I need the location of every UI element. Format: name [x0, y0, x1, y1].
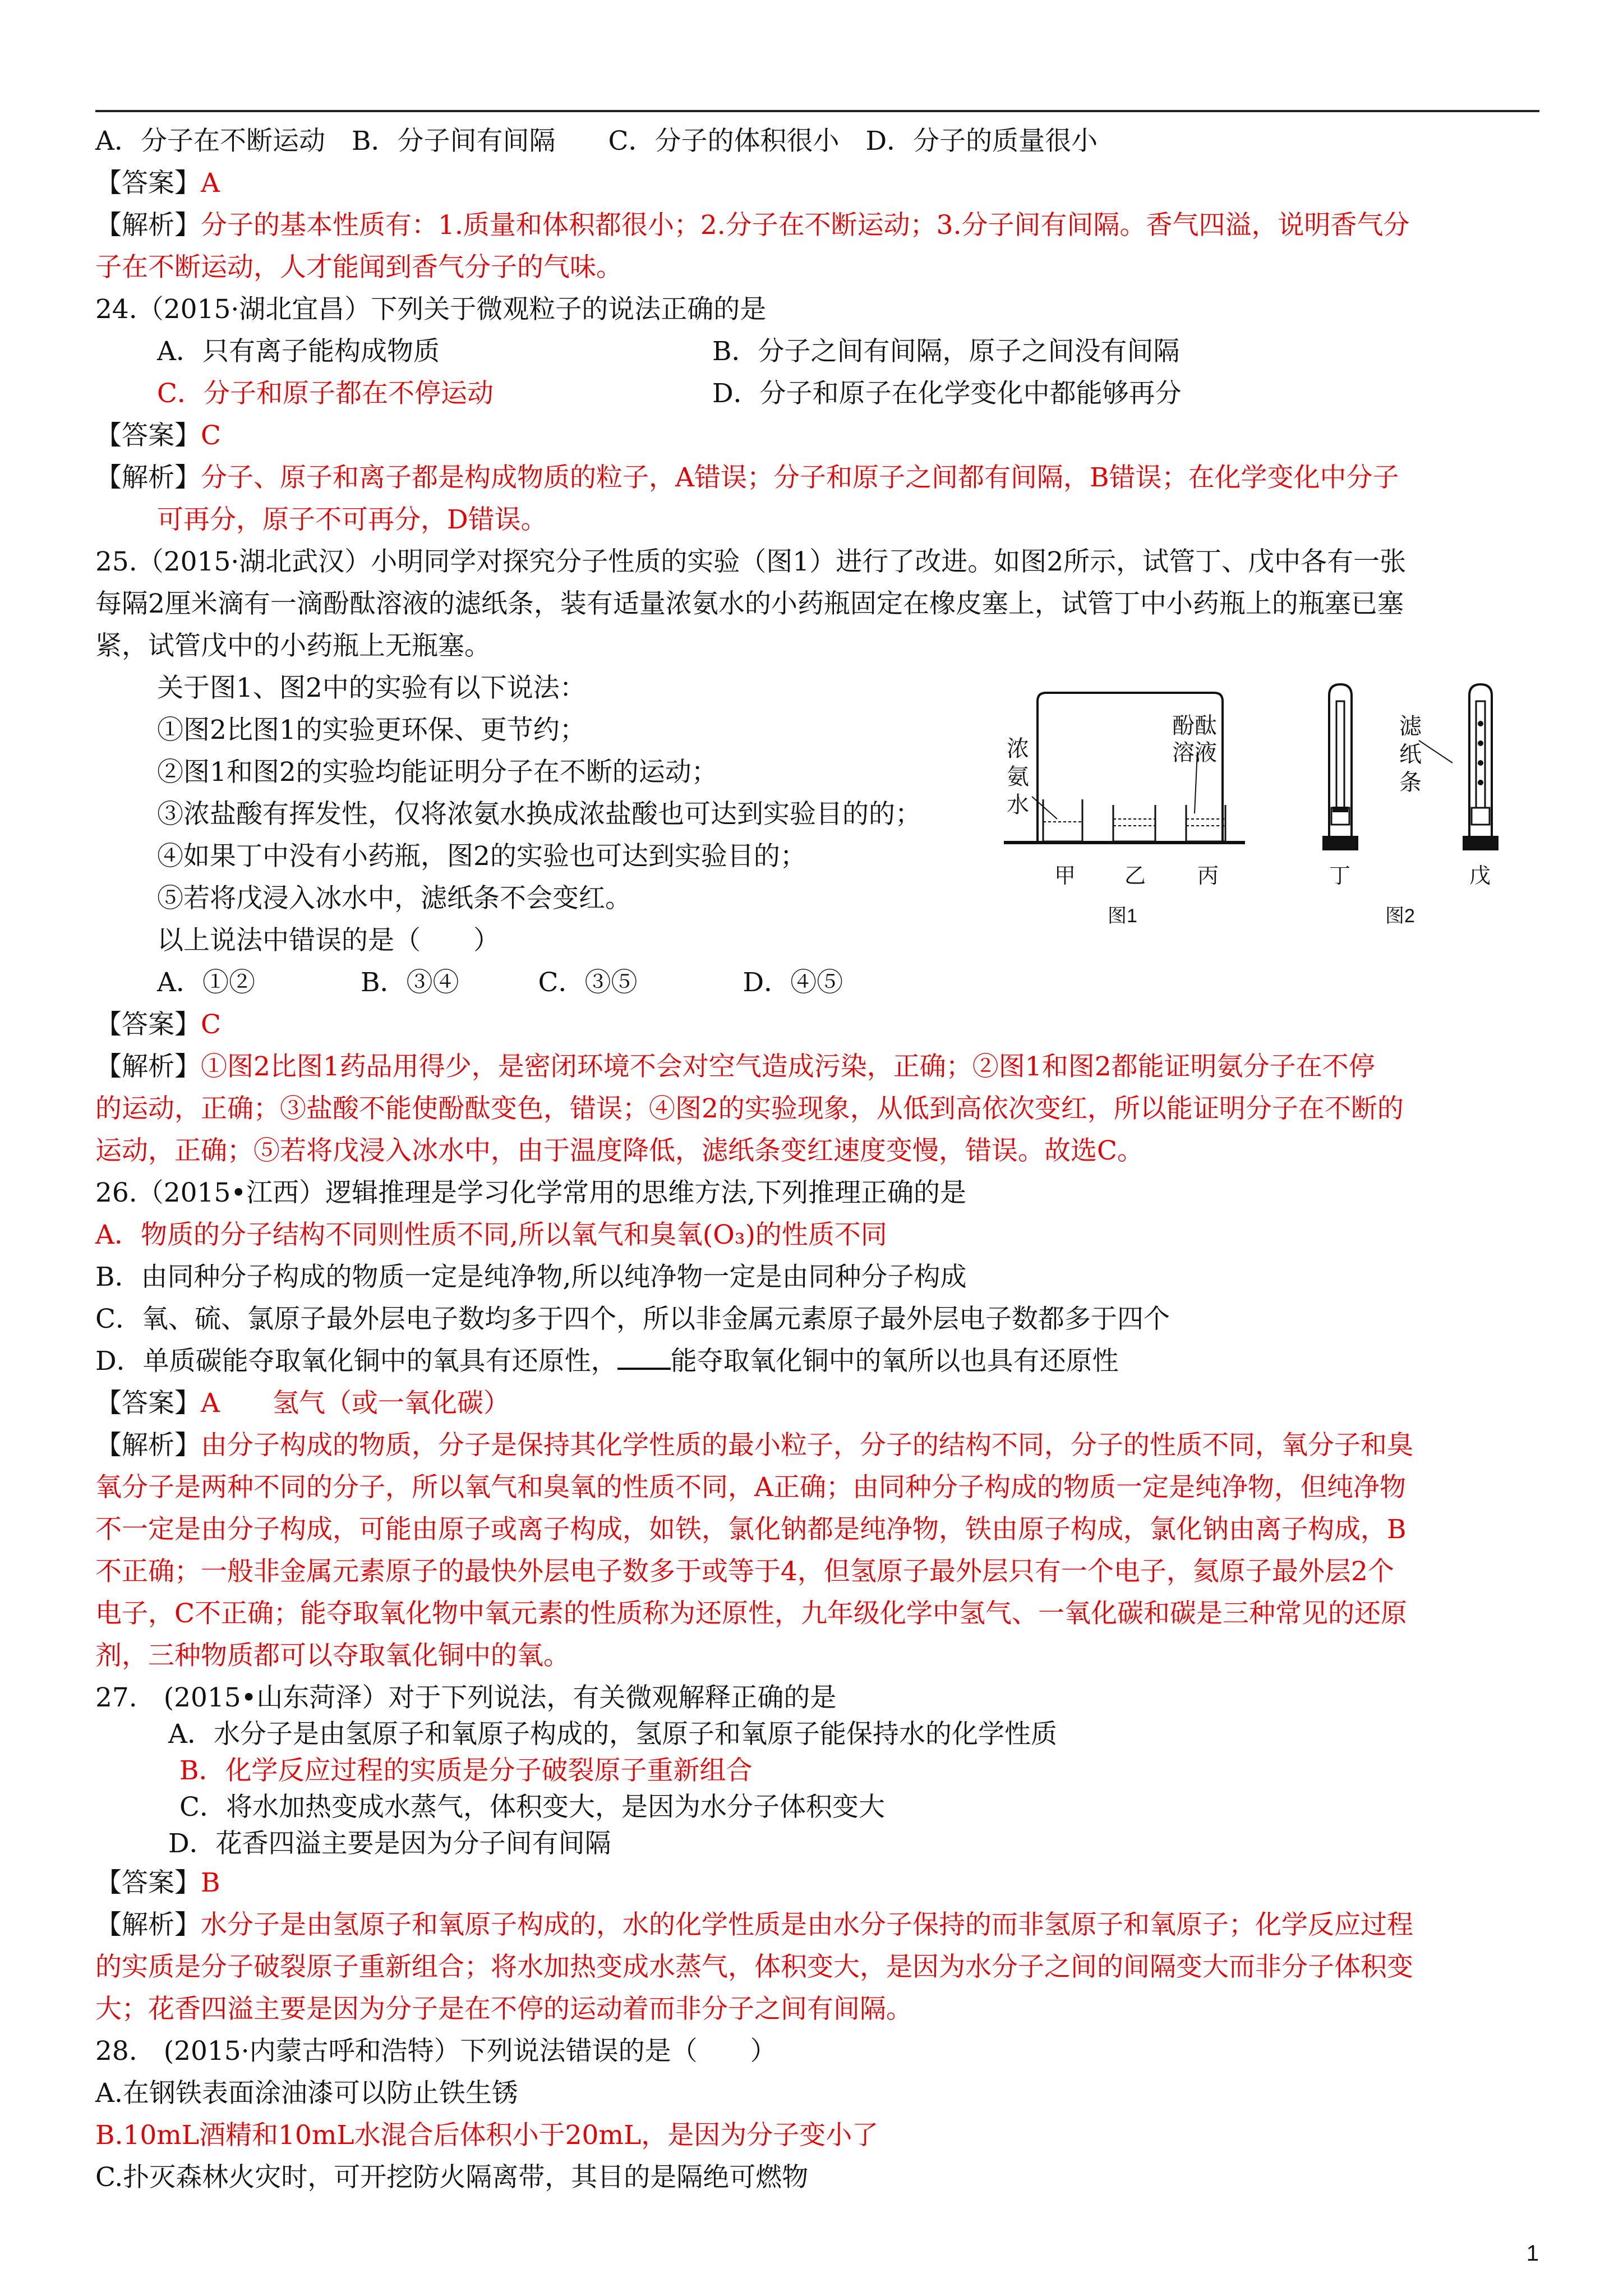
- q26-stem: 26.（2015•江西）逻辑推理是学习化学常用的思维方法,下列推理正确的是: [95, 1177, 967, 1208]
- q26-analysis-4: 不正确；一般非金属元素原子的最快外层电子数多于或等于4，但氢原子最外层只有一个电子，氦原子最外层2个: [95, 1556, 1394, 1587]
- q26-option-b: B．由同种分子构成的物质一定是纯净物,所以纯净物一定是由同种分子构成: [95, 1262, 967, 1292]
- q24-analysis-1: [95, 461, 1399, 495]
- answer-value: A 氢气（或一氧化碳）: [201, 1388, 510, 1419]
- q28-option-a: A.在钢铁表面涂油漆可以防止铁生锈: [95, 2078, 518, 2109]
- label-tube-e: 戊: [1469, 864, 1491, 888]
- q26-analysis-5: 电子，C不正确；能夺取氧化物中氧元素的性质称为还原性，九年级化学中氢气、一氧化碳和碳是三种常见的还原: [95, 1598, 1407, 1629]
- label-beaker-b: 乙: [1124, 864, 1146, 888]
- q27-analysis-3: 大；花香四溢主要是因为分子是在不停的运动着而非分子之间有间隔。: [95, 1994, 912, 2024]
- q25-stem-2: 每隔2厘米滴有一滴酚酞溶液的滤纸条，装有适量浓氨水的小药瓶固定在橡皮塞上，试管丁中小药瓶上的瓶塞已塞: [95, 588, 1404, 619]
- label-beaker-a: 甲: [1054, 864, 1076, 888]
- q27-analysis-1: [95, 1908, 1413, 1942]
- label-tube-d: 丁: [1329, 864, 1351, 888]
- option-d-text-end: 能夺取氧化铜中的氧所以也具有还原性: [670, 1346, 1119, 1377]
- q26-analysis-3: 不一定是由分子构成，可能由原子或离子构成，如铁，氯化钠都是纯净物，铁由原子构成，氯化钠由离子构成，B: [95, 1514, 1407, 1545]
- q25-analysis-2: 的运动，正确；③盐酸不能使酚酞变色，错误；④图2的实验现象，从低到高依次变红，所以能证明分子在不断的: [95, 1093, 1404, 1124]
- answer-tag: 【答案】: [95, 1388, 201, 1419]
- q26-answer: [95, 1387, 510, 1420]
- analysis-tag: 【解析】: [95, 1910, 201, 1940]
- analysis-tag: 【解析】: [95, 1051, 201, 1082]
- label-fig2: 图2: [1385, 905, 1415, 927]
- q25-statement-3: ③浓盐酸有挥发性，仅将浓氨水换成浓盐酸也可达到实验目的的；: [157, 799, 921, 830]
- q25-answer: [95, 1008, 221, 1042]
- q26-analysis-2: 氧分子是两种不同的分子，所以氧气和臭氧的性质不同，A正确；由同种分子构成的物质一定是纯净物，但纯净物: [95, 1472, 1406, 1503]
- analysis-text: ①图2比图1药品用得少，是密闭环境不会对空气造成污染，正确；②图1和图2都能证明氨分子在不停: [201, 1051, 1375, 1082]
- q28-option-c: C.扑灭森林火灾时，可开挖防火隔离带，其目的是隔绝可燃物: [95, 2162, 809, 2193]
- answer-tag: 【答案】: [95, 168, 201, 199]
- q28-option-b: B.10mL酒精和10mL水混合后体积小于20mL，是因为分子变小了: [95, 2120, 879, 2151]
- q24-option-b: B．分子之间有间隔，原子之间没有间隔: [712, 336, 1180, 367]
- answer-value: C: [201, 420, 221, 451]
- q24-option-c: C．分子和原子都在不停运动: [157, 378, 494, 409]
- q27-stem: 27. (2015•山东菏泽）对于下列说法，有关微观解释正确的是: [95, 1682, 837, 1713]
- q24-answer: [95, 419, 221, 453]
- q25-statement-5: ⑤若将戊浸入冰水中，滤纸条不会变红。: [157, 883, 631, 914]
- analysis-text: 分子、原子和离子都是构成物质的粒子，A错误；分子和原子之间都有间隔，B错误；在化学变化中分子: [201, 462, 1399, 493]
- answer-value: A: [201, 168, 220, 199]
- q27-option-b: B．化学反应过程的实质是分子破裂原子重新组合: [179, 1755, 753, 1786]
- q25-options: A．①② B．③④ C．③⑤ D．④⑤: [157, 967, 843, 998]
- q25-analysis-1: [95, 1050, 1375, 1084]
- q26-option-a: A．物质的分子结构不同则性质不同,所以氧气和臭氧(O₃)的性质不同: [95, 1220, 887, 1250]
- analysis-text: 由分子构成的物质，分子是保持其化学性质的最小粒子，分子的结构不同，分子的性质不同，氧分子和臭: [201, 1430, 1413, 1461]
- q25-statement-1: ①图2比图1的实验更环保、更节约；: [157, 715, 586, 746]
- answer-value: C: [201, 1009, 221, 1040]
- q24-option-d: D．分子和原子在化学变化中都能够再分: [712, 378, 1182, 409]
- q26-option-c: C．氧、硫、氯原子最外层电子数均多于四个，所以非金属元素原子最外层电子数都多于四个: [95, 1304, 1170, 1335]
- q23-answer: [95, 167, 220, 200]
- q25-analysis-3: 运动，正确；⑤若将戊浸入冰水中，由于温度降低，滤纸条变红速度变慢，错误。故选C。: [95, 1135, 1144, 1166]
- q25-stem-3: 紧，试管戊中的小药瓶上无瓶塞。: [95, 631, 491, 661]
- fill-blank: [617, 1346, 671, 1370]
- q25-statement-4: ④如果丁中没有小药瓶，图2的实验也可达到实验目的；: [157, 841, 806, 872]
- label-filter-paper: 滤 纸 条: [1399, 714, 1422, 795]
- answer-tag: 【答案】: [95, 1009, 201, 1040]
- q26-option-d: [95, 1345, 1119, 1378]
- q25-stem-1: 25.（2015·湖北武汉）小明同学对探究分子性质的实验（图1）进行了改进。如图2所示，试管丁、戊中各有一张: [95, 546, 1407, 577]
- q24-analysis-2: 可再分，原子不可再分，D错误。: [157, 504, 547, 535]
- q28-stem: 28. (2015·内蒙古呼和浩特）下列说法错误的是（ ）: [95, 2036, 777, 2067]
- label-phenolphthalein: 酚酞 溶液: [1172, 714, 1217, 765]
- q25-statement-2: ②图1和图2的实验均能证明分子在不断的运动；: [157, 757, 718, 788]
- page-number: 1: [1526, 2241, 1539, 2266]
- answer-value: B: [201, 1867, 220, 1898]
- q23-analysis-1: [95, 209, 1410, 242]
- q25-question: 以上说法中错误的是（ ）: [157, 925, 500, 956]
- analysis-text: 分子的基本性质有：1.质量和体积都很小；2.分子在不断运动；3.分子间有间隔。香气四溢，说明香气分: [201, 210, 1410, 241]
- q25-intro: 关于图1、图2中的实验有以下说法：: [157, 673, 586, 703]
- q26-analysis-1: [95, 1429, 1413, 1462]
- q27-option-d: D．花香四溢主要是因为分子间有间隔: [168, 1828, 611, 1859]
- analysis-text: 水分子是由氢原子和氧原子构成的，水的化学性质是由水分子保持的而非氢原子和氧原子；化学反应过程: [201, 1910, 1413, 1940]
- q27-option-a: A．水分子是由氢原子和氧原子构成的，氢原子和氧原子能保持水的化学性质: [168, 1719, 1057, 1750]
- experiment-diagram: [1004, 679, 1537, 942]
- q24-option-a: A．只有离子能构成物质: [157, 336, 440, 367]
- answer-tag: 【答案】: [95, 420, 201, 451]
- q26-analysis-6: 剂，三种物质都可以夺取氧化铜中的氧。: [95, 1640, 570, 1671]
- header-rule: [95, 110, 1539, 112]
- option-d-text: D．单质碳能夺取氧化铜中的氧具有还原性，: [95, 1346, 617, 1377]
- q27-analysis-2: 的实质是分子破裂原子重新组合；将水加热变成水蒸气，体积变大，是因为水分子之间的间隔变大而非分子体积变: [95, 1952, 1413, 1982]
- label-fig1: 图1: [1108, 905, 1137, 927]
- q27-option-c: C．将水加热变成水蒸气，体积变大，是因为水分子体积变大: [179, 1792, 885, 1823]
- analysis-tag: 【解析】: [95, 462, 201, 493]
- q23-analysis-2: 子在不断运动，人才能闻到香气分子的气味。: [95, 252, 623, 283]
- q23-options: A．分子在不断运动 B．分子间有间隔 C．分子的体积很小 D．分子的质量很小: [95, 126, 1098, 157]
- analysis-tag: 【解析】: [95, 1430, 201, 1461]
- answer-tag: 【答案】: [95, 1867, 201, 1898]
- label-ammonia: 浓 氨 水: [1007, 737, 1029, 817]
- analysis-tag: 【解析】: [95, 210, 201, 241]
- q24-stem: 24.（2015·湖北宜昌）下列关于微观粒子的说法正确的是: [95, 294, 767, 325]
- q25-figure: [1004, 679, 1537, 942]
- q27-answer: [95, 1866, 220, 1900]
- label-beaker-c: 丙: [1197, 864, 1219, 888]
